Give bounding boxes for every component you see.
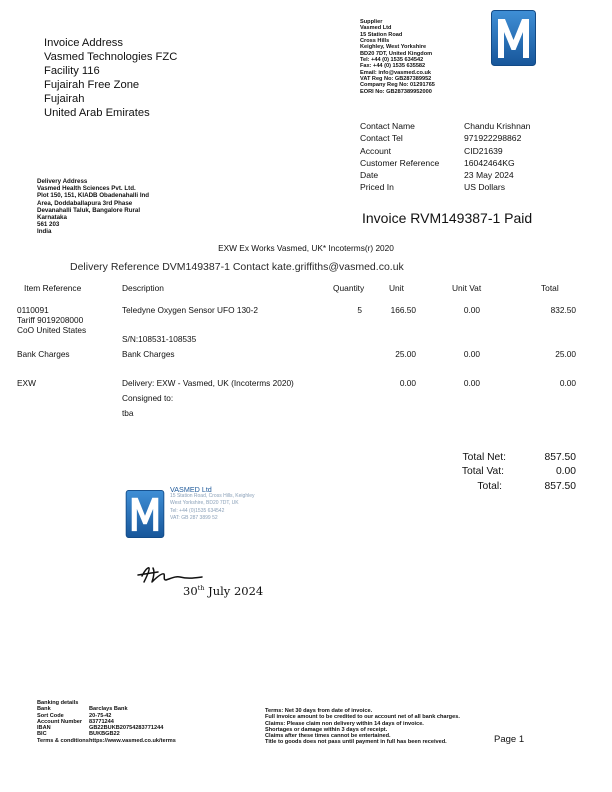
total-net-label: Total Net: <box>462 452 506 463</box>
supplier-block <box>360 19 435 95</box>
signature-date-rest: July 2024 <box>204 584 264 598</box>
payment-terms <box>265 708 460 746</box>
row2-unit-vat: 0.00 <box>463 349 480 359</box>
supplier-line: Cross Hills <box>360 38 390 45</box>
bank-value: 20-75-42 <box>89 712 112 719</box>
contact-label: Date <box>360 170 379 181</box>
invoice-address-line: Fujairah Free Zone <box>44 79 140 92</box>
bank-value: BUKBGB22 <box>89 731 120 738</box>
bank-label: Account Number <box>37 718 83 725</box>
bank-label: BIC <box>37 731 47 738</box>
banking-details <box>37 700 176 744</box>
delivery-address-line: Devanahalli Taluk, Bangalore Rural <box>37 206 141 214</box>
row1-quantity: 5 <box>357 305 362 315</box>
bank-terms-link[interactable]: https://www.vasmed.co.uk/terms <box>89 737 176 744</box>
signature-date-day: 30 <box>183 584 198 598</box>
delivery-address-line: Plot 150, 151, KIADB Obadenahalli Ind <box>37 192 150 200</box>
terms-line: Title to goods does not pass until payment in full has been received. <box>265 739 447 746</box>
terms-line: Claims after these times cannot be entertained. <box>265 733 391 740</box>
supplier-line: VAT Reg No: GB287389952 <box>360 76 432 83</box>
bank-label: Banking details <box>37 700 79 706</box>
total-vat-value: 0.00 <box>555 466 576 477</box>
stamp-line: Tel: +44 (0)1535 634542 <box>170 507 225 514</box>
invoice-address <box>44 36 177 121</box>
supplier-line: BD20 7DT, United Kingdom <box>360 50 433 57</box>
supplier-line: EORI No: GB287389952000 <box>360 88 432 95</box>
bank-value: Barclays Bank <box>89 706 128 713</box>
row1-ref-line: 0110091 <box>17 305 49 315</box>
contact-label: Contact Name <box>360 121 415 131</box>
row1-total: 832.50 <box>550 305 576 315</box>
row2-description: Bank Charges <box>122 349 175 359</box>
contact-value: 16042464KG <box>464 157 515 168</box>
contact-row <box>360 169 530 181</box>
row2-unit: 25.00 <box>395 349 416 359</box>
delivery-address <box>37 178 149 236</box>
contact-value: 23 May 2024 <box>464 170 514 181</box>
contact-label: Customer Reference <box>360 157 440 168</box>
stamp-line: 15 Station Road, Cross Hills, Keighley <box>170 493 255 500</box>
invoice-address-line: Invoice Address <box>44 37 123 49</box>
delivery-address-line: Karnataka <box>37 214 67 222</box>
vasmed-stamp-logo <box>125 490 165 538</box>
contact-details <box>360 120 530 194</box>
row2-total: 25.00 <box>555 349 576 359</box>
contact-row <box>360 157 530 169</box>
contact-value: 971922298862 <box>464 133 522 144</box>
row3-description: Delivery: EXW - Vasmed, UK (Incoterms 2020) <box>122 378 294 388</box>
row3-consignee: tba <box>122 408 134 418</box>
delivery-address-line: India <box>37 228 52 236</box>
supplier-line: Company Reg No: 01291765 <box>360 82 435 89</box>
incoterms-line: EXW Ex Works Vasmed, UK* Incoterms(r) 2020 <box>218 243 394 253</box>
bank-row <box>37 738 176 744</box>
stamp-text <box>170 486 255 522</box>
delivery-reference: Delivery Reference DVM149387-1 Contact kate.griffiths@vasmed.co.uk <box>70 261 404 273</box>
row1-unit: 166.50 <box>390 305 416 315</box>
contact-row <box>360 181 530 193</box>
bank-label: Terms & conditions <box>37 737 89 744</box>
bank-label: Bank <box>37 706 51 713</box>
terms-line: Full invoice amount to be credited to our account net of all bank charges. <box>265 714 460 721</box>
contact-label: Contact Tel <box>360 133 403 144</box>
bank-label: Sort Code <box>37 712 64 719</box>
row3-ref: EXW <box>17 378 36 388</box>
company-stamp <box>125 486 305 541</box>
supplier-line: Tel: +44 (0) 1535 634542 <box>360 57 424 64</box>
terms-line: Claims: Please claim non delivery within 14 days of invoice. <box>265 720 424 727</box>
signature-date-suffix: th <box>197 584 205 593</box>
total-vat-label: Total Vat: <box>461 466 504 477</box>
total-net-value: 857.50 <box>544 452 576 463</box>
row3-unit-vat: 0.00 <box>463 378 480 388</box>
delivery-address-line: Delivery Address <box>37 178 88 185</box>
invoice-title: Invoice RVM149387-1 Paid <box>362 210 533 226</box>
row3-unit: 0.00 <box>399 378 416 388</box>
total-label: Total: <box>477 481 502 492</box>
row1-serial-numbers: S/N:108531-108535 <box>122 334 197 344</box>
contact-value: CID21639 <box>464 145 503 156</box>
invoice-address-line: United Arab Emirates <box>44 107 150 120</box>
terms-line: Terms: Net 30 days from date of invoice. <box>265 708 373 714</box>
contact-row <box>360 145 530 157</box>
col-header-unit-vat: Unit Vat <box>452 283 482 293</box>
col-header-unit: Unit <box>389 283 404 293</box>
row2-ref: Bank Charges <box>17 349 70 359</box>
col-header-item-reference: Item Reference <box>24 283 82 293</box>
supplier-line: Email: info@vasmed.co.uk <box>360 69 432 76</box>
supplier-line: Supplier <box>360 19 383 25</box>
supplier-line: Keighley, West Yorkshire <box>360 44 427 51</box>
delivery-address-line: Area, Doddaballapura 3rd Phase <box>37 199 133 207</box>
supplier-line: 15 Station Road <box>360 31 403 38</box>
supplier-line: Fax: +44 (0) 1535 635582 <box>360 63 426 70</box>
row3-consigned-label: Consigned to: <box>122 393 174 403</box>
contact-row <box>360 120 530 132</box>
col-header-quantity: Quantity <box>333 283 365 293</box>
contact-label: Account <box>360 145 392 156</box>
contact-label: Priced In <box>360 182 394 193</box>
page-number: Page 1 <box>494 734 525 745</box>
row1-unit-vat: 0.00 <box>463 305 480 315</box>
col-header-description: Description <box>122 283 164 293</box>
delivery-address-line: 561 203 <box>37 221 60 229</box>
bank-value: 83771244 <box>89 718 114 725</box>
vasmed-logo <box>491 10 536 66</box>
contact-row <box>360 132 530 144</box>
invoice-address-line: Vasmed Technologies FZC <box>44 51 178 64</box>
bank-label: IBAN <box>37 725 51 732</box>
signature-date <box>183 584 263 598</box>
stamp-title: VASMED Ltd <box>170 485 212 494</box>
row3-total: 0.00 <box>559 378 576 388</box>
terms-line: Shortages or damage within 3 days of receipt. <box>265 726 388 733</box>
total-value: 857.50 <box>544 481 576 492</box>
row1-description: Teledyne Oxygen Sensor UFO 130-2 <box>122 305 259 315</box>
col-header-total: Total <box>541 283 559 293</box>
invoice-address-line: Fujairah <box>44 93 85 106</box>
stamp-line: West Yorkshire, BD20 7DT, UK <box>170 500 239 507</box>
invoice-address-line: Facility 116 <box>44 65 100 78</box>
bank-value: GB22BUKB20754283771244 <box>89 725 164 732</box>
stamp-line: VAT: GB 287 3899 52 <box>170 514 218 521</box>
delivery-address-line: Vasmed Health Sciences Pvt. Ltd. <box>37 185 136 193</box>
contact-value: Chandu Krishnan <box>464 121 531 131</box>
contact-value: US Dollars <box>464 182 506 193</box>
row1-ref-line: CoO United States <box>17 325 87 335</box>
row1-ref-line: Tariff 9019208000 <box>17 315 84 325</box>
supplier-line: Vasmed Ltd <box>360 25 392 32</box>
